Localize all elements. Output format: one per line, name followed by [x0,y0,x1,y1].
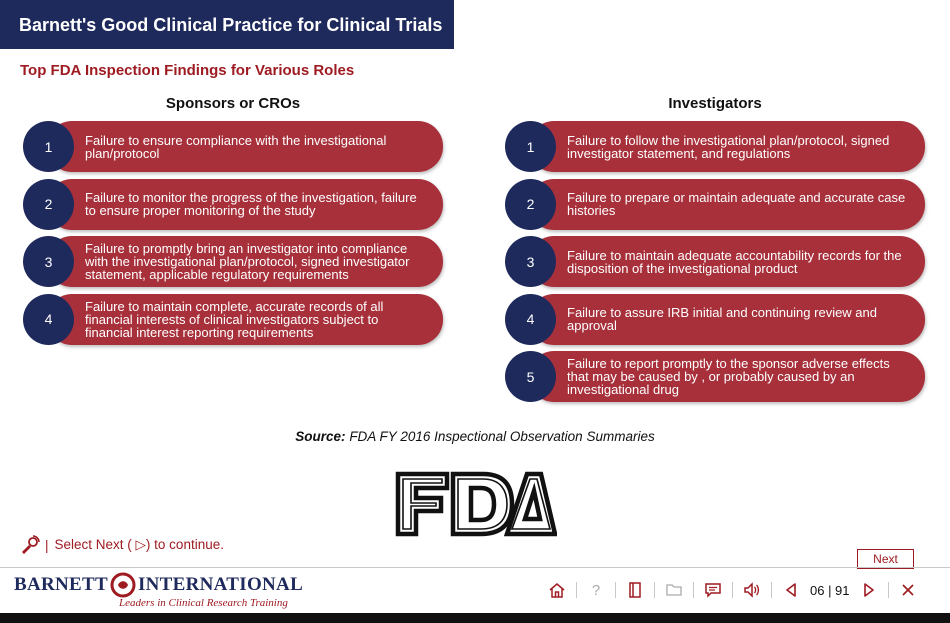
toolbar-separator [693,582,694,598]
item-number: 2 [23,179,74,230]
hint-separator: | [45,537,49,553]
sponsors-heading: Sponsors or CROs [165,95,301,112]
item-number: 1 [505,121,556,172]
list-item [23,179,443,230]
finding-text: Failure to follow the investigational plan/protocol, signed investigator statement, and regulations [567,132,890,161]
finding-text: Failure to promptly bring an investigator into compliance with the investigational plan/protocol, signed investigator statement, applicable regulatory requirements [85,241,410,282]
brand-name-left: BARNETT [14,574,108,595]
source-text: FDA FY 2016 Inspectional Observation Summaries [349,429,655,444]
item-number: 2 [505,179,556,230]
course-title-bar [0,0,454,49]
player-toolbar [546,578,919,602]
close-icon[interactable] [897,579,919,601]
help-icon[interactable]: ? [591,581,601,599]
slide-subtitle: Top FDA Inspection Findings for Various Roles [20,62,355,79]
list-item [505,351,925,402]
home-icon[interactable] [546,579,568,601]
finding-pill [529,236,925,287]
finding-pill [529,179,925,230]
list-item [23,236,443,287]
sponsors-list [23,121,443,351]
toolbar-separator [732,582,733,598]
comment-icon[interactable] [702,579,724,601]
finding-pill [529,121,925,172]
item-number: 4 [23,294,74,345]
source-citation [0,429,950,444]
item-number: 5 [505,351,556,402]
next-icon[interactable] [858,579,880,601]
investigators-heading: Investigators [668,95,762,112]
brand-tagline: Leaders in Clinical Research Training [119,597,288,609]
investigators-list [505,121,925,409]
list-item [23,121,443,172]
barnett-emblem-icon [110,572,136,598]
toolbar-separator [654,582,655,598]
prev-icon[interactable] [780,579,802,601]
tap-hand-icon [19,535,41,555]
item-number: 3 [505,236,556,287]
finding-pill [529,294,925,345]
notebook-icon[interactable] [624,579,646,601]
finding-pill [47,236,443,287]
toolbar-separator [771,582,772,598]
item-number: 4 [505,294,556,345]
toolbar-separator [888,582,889,598]
item-number: 1 [23,121,74,172]
finding-text: Failure to monitor the progress of the investigation, failure to ensure proper monitoring of the study [85,190,417,218]
finding-text: Failure to maintain adequate accountability records for the disposition of the investigational product [567,247,902,276]
barnett-logo [14,572,303,609]
folder-icon[interactable] [663,579,685,601]
finding-pill [47,179,443,230]
list-item [505,236,925,287]
finding-text: Failure to maintain complete, accurate records of all financial interests of clinical investigators subject to financial interest reporting requirements [85,298,384,340]
finding-text: Failure to assure IRB initial and continuing review and approval [567,305,878,333]
finding-text: Failure to prepare or maintain adequate and accurate case histories [567,190,906,218]
list-item [505,121,925,172]
finding-pill [529,351,925,402]
item-number: 3 [23,236,74,287]
course-title: Barnett's Good Clinical Practice for Clinical Trials [19,15,443,35]
continue-hint [19,535,224,555]
audio-icon[interactable] [741,579,763,601]
finding-pill [47,294,443,345]
footer-bar [0,613,950,623]
list-item [505,294,925,345]
finding-text: Failure to ensure compliance with the investigational plan/protocol [85,132,387,161]
next-button[interactable]: Next [857,549,914,569]
list-item [505,179,925,230]
footer-divider [0,567,950,568]
finding-text: Failure to report promptly to the sponsor adverse effects that may be caused by , or probably caused by an investigational drug [567,356,890,397]
toolbar-separator [615,582,616,598]
finding-pill [47,121,443,172]
brand-name-right: INTERNATIONAL [137,574,304,595]
fda-logo [395,471,557,537]
toolbar-separator [576,582,577,598]
hint-text: Select Next ( ▷) to continue. [54,537,224,552]
list-item [23,294,443,345]
source-label: Source: [295,429,346,444]
page-counter: 06 | 91 [810,582,850,598]
